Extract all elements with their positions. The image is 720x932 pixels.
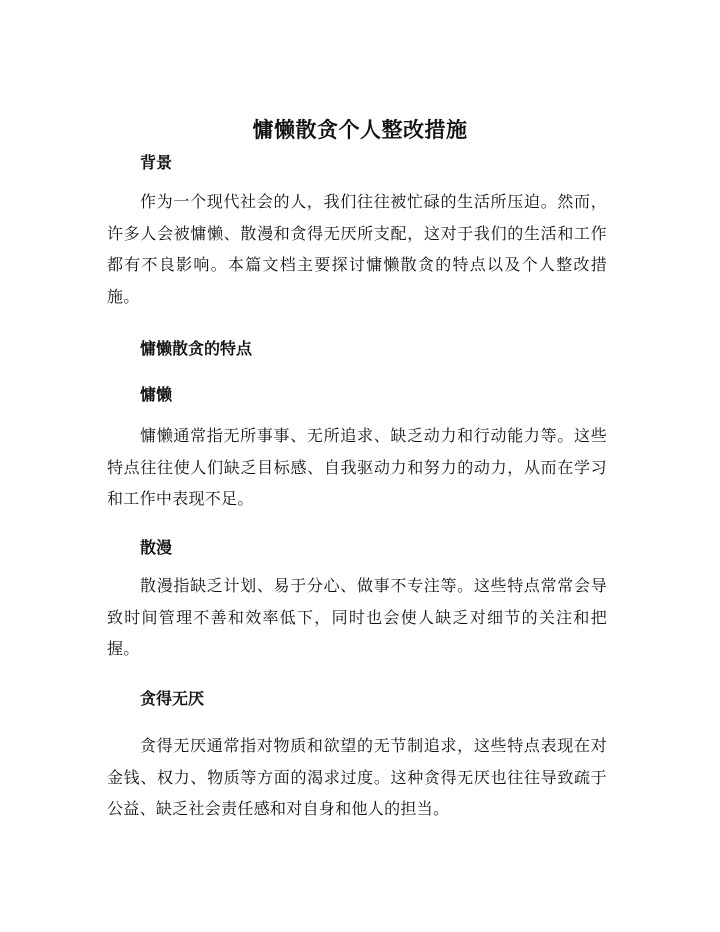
paragraph-laziness: 慵懒通常指无所事事、无所追求、缺乏动力和行动能力等。这些特点往往使人们缺乏目标感、自我驱动力和努力的动力，从而在学习和工作中表现不足。 xyxy=(107,426,607,508)
section-heading-background: 背景 xyxy=(140,153,173,172)
subheading-greed: 贪得无厌 xyxy=(140,689,205,708)
paragraph-sloppiness: 散漫指缺乏计划、易于分心、做事不专注等。这些特点常常会导致时间管理不善和效率低下，同时也会使人缺乏对细节的关注和把握。 xyxy=(107,576,607,658)
subheading-laziness: 慵懒 xyxy=(140,385,173,404)
paragraph-greed: 贪得无厌通常指对物质和欲望的无节制追求，这些特点表现在对金钱、权力、物质等方面的渴求过度。这种贪得无厌也往往导致疏于公益、缺乏社会责任感和对自身和他人的担当。 xyxy=(107,736,607,818)
subheading-sloppiness: 散漫 xyxy=(140,538,173,557)
paragraph-background: 作为一个现代社会的人，我们往往被忙碌的生活所压迫。然而，许多人会被慵懒、散漫和贪得无厌所支配，这对于我们的生活和工作都有不良影响。本篇文档主要探讨慵懒散贪的特点以及个人整改措施。 xyxy=(107,192,607,306)
section-heading-characteristics: 慵懒散贪的特点 xyxy=(140,339,253,358)
document-title: 慵懒散贪个人整改措施 xyxy=(252,117,468,142)
